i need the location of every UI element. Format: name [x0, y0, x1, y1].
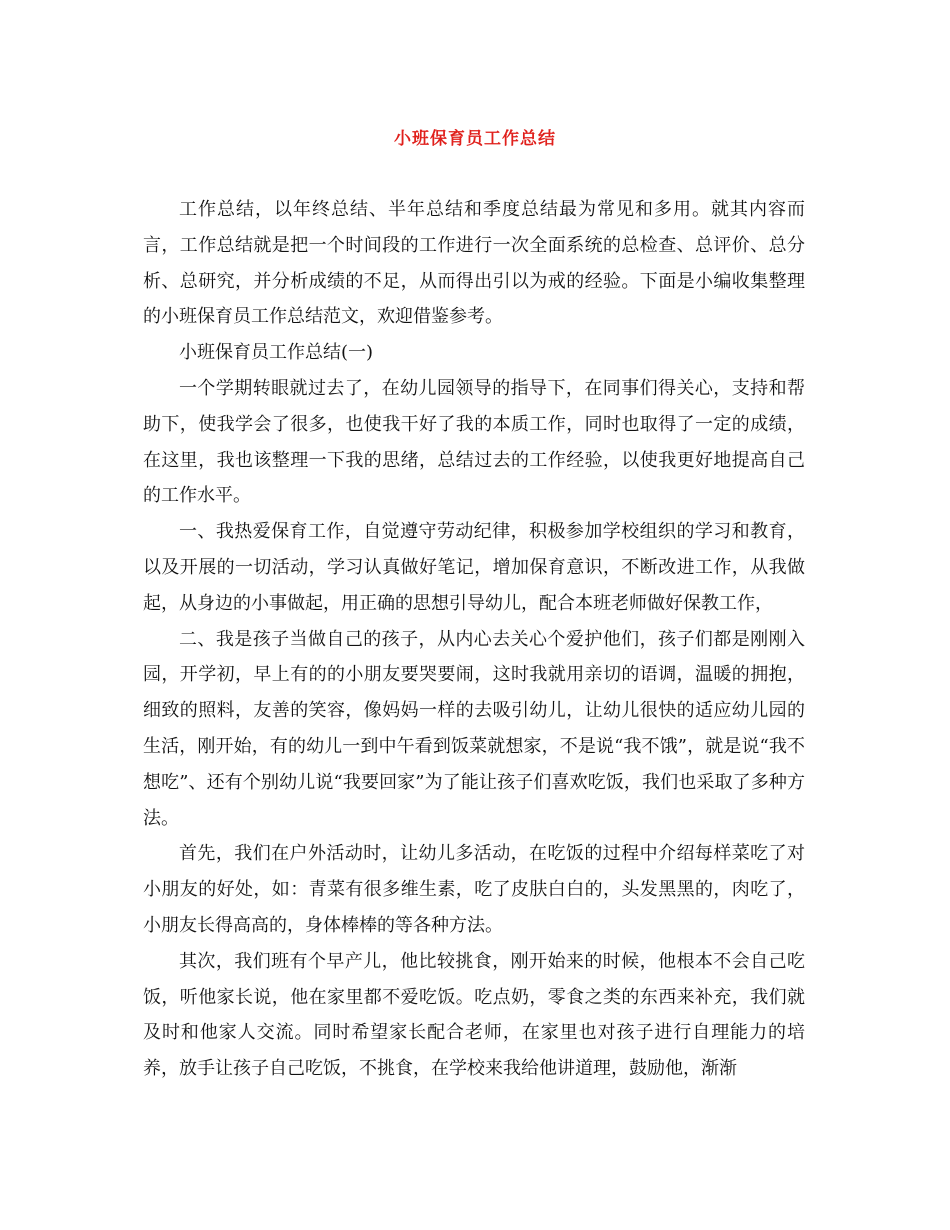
paragraph-intro: 工作总结，以年终总结、半年总结和季度总结最为常见和多用。就其内容而言，工作总结就是把一个时间段的工作进行一次全面系统的总检查、总评价、总分析、总研究，并分析成绩的不足，从而得出引以为戒的经验。下面是小编收集整理的小班保育员工作总结范文，欢迎借鉴参考。	[143, 199, 805, 328]
paragraph-point-one: 一、我热爱保育工作，自觉遵守劳动纪律，积极参加学校组织的学习和教育，以及开展的一切活动，学习认真做好笔记，增加保育意识，不断改进工作，从我做起，从身边的小事做起，用正确的思想引导幼儿，配合本班老师做好保教工作，	[143, 521, 805, 614]
document-body	[143, 192, 805, 1087]
paragraph-point-two: 二、我是孩子当做自己的孩子，从内心去关心个爱护他们，孩子们都是刚刚入园，开学初，早上有的的小朋友要哭要闹，这时我就用亲切的语调，温暖的拥抱，细致的照料，友善的笑容，像妈妈一样的去吸引幼儿，让幼儿很快的适应幼儿园的生活，刚开始，有的幼儿一到中午看到饭菜就想家，不是说“我不饿”，就是说“我不想吃”、还有个别幼儿说“我要回家”为了能让孩子们喜欢吃饭，我们也采取了多种方法。	[143, 628, 805, 829]
paragraph-summary: 一个学期转眼就过去了，在幼儿园领导的指导下，在同事们得关心，支持和帮助下，使我学会了很多，也使我干好了我的本质工作，同时也取得了一定的成绩，在这里，我也该整理一下我的思绪，总结过去的工作经验，以使我更好地提高自己的工作水平。	[143, 377, 805, 507]
paragraph-second: 其次，我们班有个早产儿，他比较挑食，刚开始来的时候，他根本不会自己吃饭，听他家长说，他在家里都不爱吃饭。吃点奶，零食之类的东西来补充，我们就及时和他家人交流。同时希望家长配合老师，在家里也对孩子进行自理能力的培养，放手让孩子自己吃饭，不挑食，在学校来我给他讲道理，鼓励他，渐渐	[143, 950, 805, 1080]
paragraph-first: 首先，我们在户外活动时，让幼儿多活动，在吃饭的过程中介绍每样菜吃了对小朋友的好处，如：青菜有很多维生素，吃了皮肤白白的，头发黑黑的，肉吃了，小朋友长得高高的，身体棒棒的等各种方法。	[143, 843, 805, 936]
section-heading: 小班保育员工作总结(一)	[179, 342, 374, 364]
document-title: 小班保育员工作总结	[394, 129, 556, 149]
